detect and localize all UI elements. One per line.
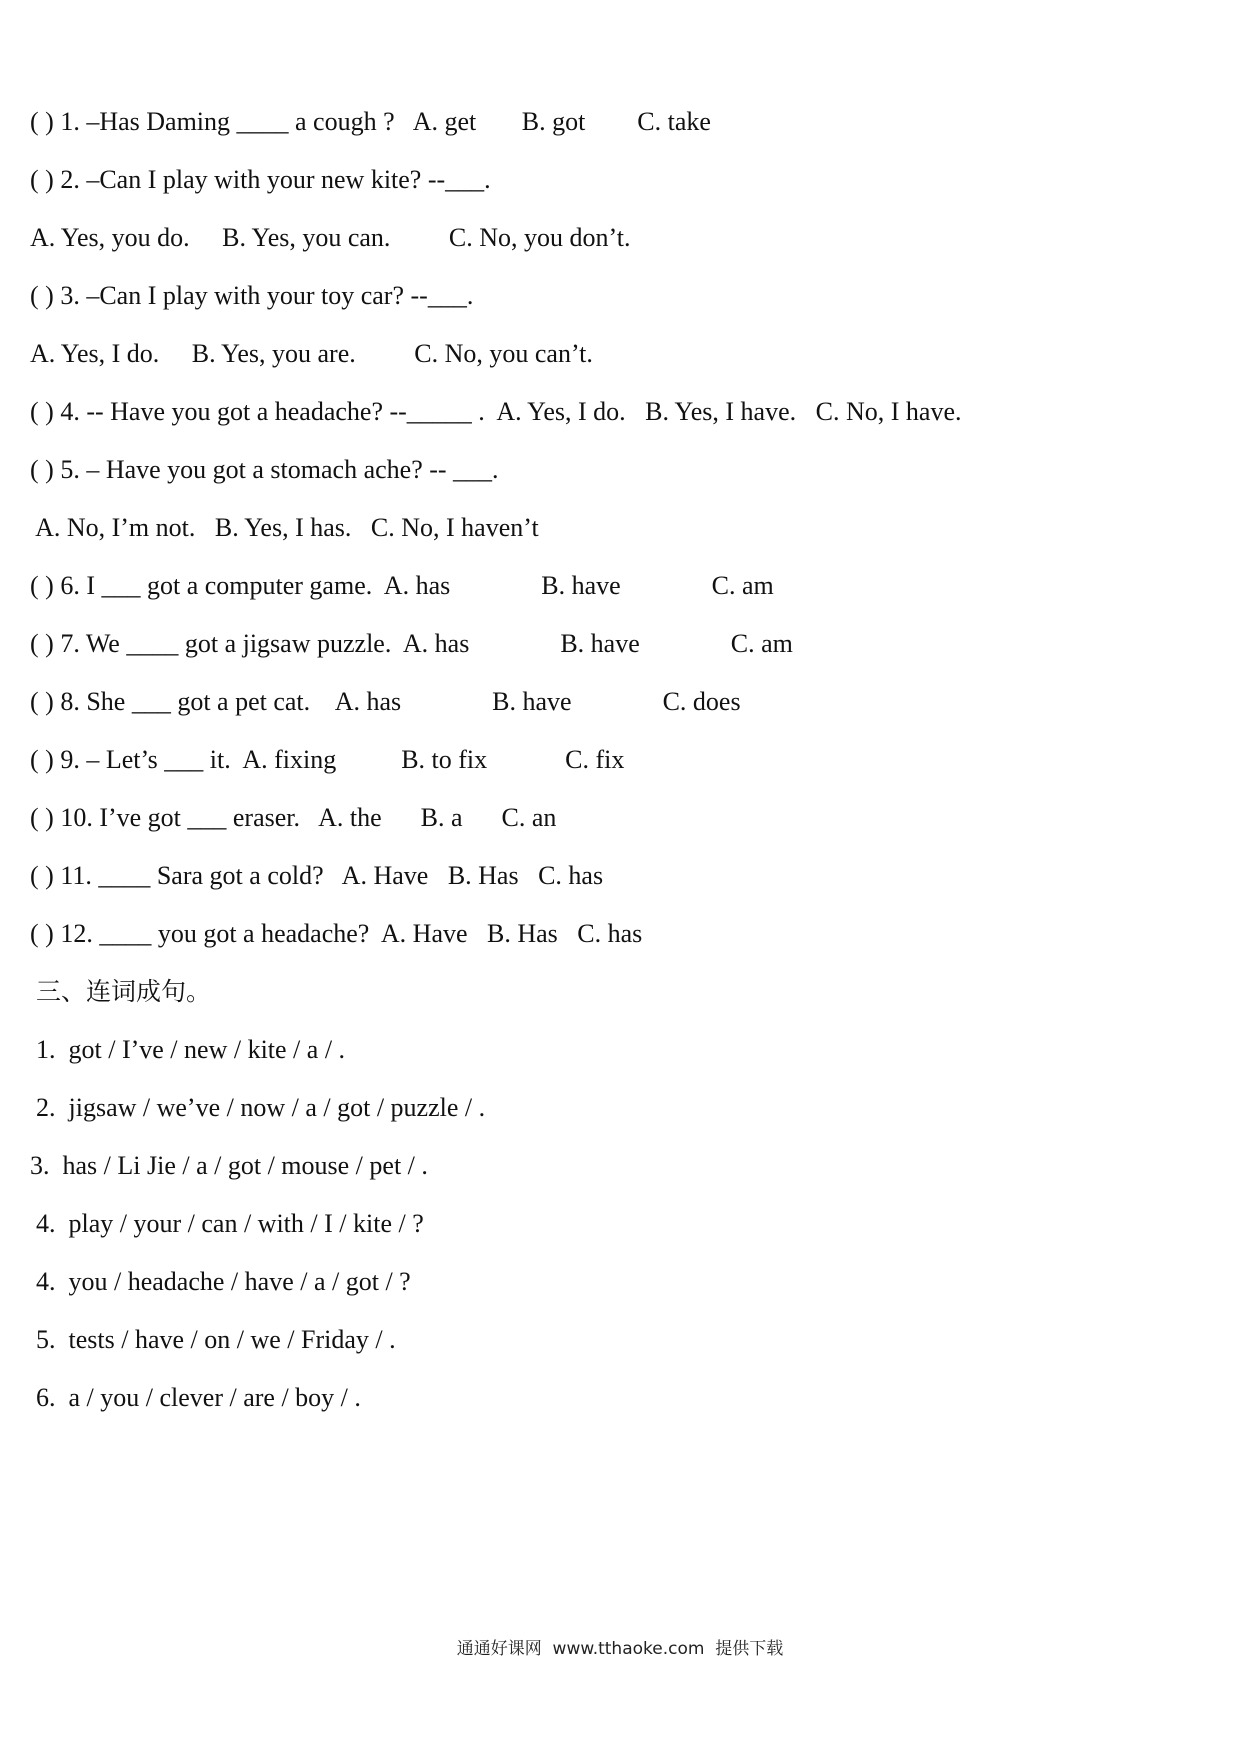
sentence-item-5: 5. tests / have / on / we / Friday / . <box>36 1325 396 1354</box>
question-8: ( ) 8. She ___ got a pet cat. A. has B. have C. does <box>30 687 741 716</box>
question-10: ( ) 10. I’ve got ___ eraser. A. the B. a C. an <box>30 803 557 832</box>
question-7: ( ) 7. We ____ got a jigsaw puzzle. A. has B. have C. am <box>30 629 793 658</box>
sentence-item-2: 2. jigsaw / we’ve / now / a / got / puzzle / . <box>36 1093 486 1122</box>
question-6: ( ) 6. I ___ got a computer game. A. has B. have C. am <box>30 571 774 600</box>
question-3: ( ) 3. –Can I play with your toy car? --___. <box>30 281 474 310</box>
question-1: ( ) 1. –Has Daming ____ a cough ? A. get B. got C. take <box>30 107 711 136</box>
sentence-item-3: 3. has / Li Jie / a / got / mouse / pet / . <box>30 1151 428 1180</box>
sentence-item-6: 6. a / you / clever / are / boy / . <box>36 1383 361 1412</box>
sentence-item-4a: 4. play / your / can / with / I / kite / ? <box>36 1209 424 1238</box>
question-4: ( ) 4. -- Have you got a headache? --_____ . A. Yes, I do. B. Yes, I have. C. No, I have. <box>30 397 962 426</box>
question-11: ( ) 11. ____ Sara got a cold? A. Have B. Has C. has <box>30 861 604 890</box>
question-9: ( ) 9. – Let’s ___ it. A. fixing B. to fix C. fix <box>30 745 625 774</box>
question-5-options: A. No, I’m not. B. Yes, I has. C. No, I haven’t <box>30 513 539 542</box>
sentence-item-1: 1. got / I’ve / new / kite / a / . <box>36 1035 346 1064</box>
question-12: ( ) 12. ____ you got a headache? A. Have B. Has C. has <box>30 919 643 948</box>
section-3-heading: 三、连词成句。 <box>36 977 212 1006</box>
question-5: ( ) 5. – Have you got a stomach ache? -- ___. <box>30 455 499 484</box>
question-2: ( ) 2. –Can I play with your new kite? --___. <box>30 165 491 194</box>
footer-source: 通通好课网 www.tthaoke.com 提供下载 <box>456 1639 784 1659</box>
question-2-options: A. Yes, you do. B. Yes, you can. C. No, you don’t. <box>30 223 631 252</box>
question-3-options: A. Yes, I do. B. Yes, you are. C. No, you can’t. <box>30 339 593 368</box>
sentence-item-4b: 4. you / headache / have / a / got / ? <box>36 1267 411 1296</box>
